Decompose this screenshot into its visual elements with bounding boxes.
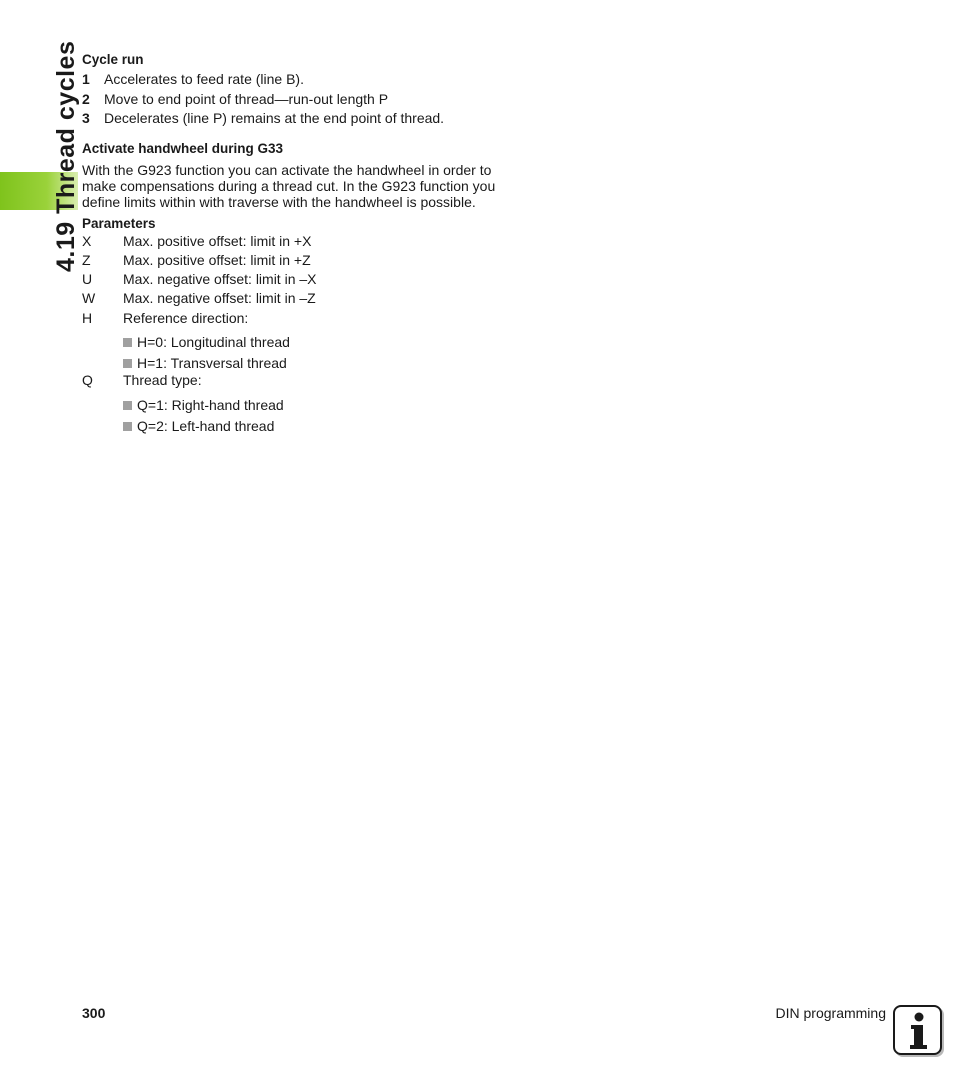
step-item — [82, 109, 522, 129]
parameter-key: H — [82, 309, 93, 326]
step-number: 1 — [82, 71, 90, 87]
cycle-run-heading: Cycle run — [82, 52, 144, 67]
cycle-run-steps — [82, 70, 522, 129]
step-item — [82, 70, 522, 90]
h-options — [82, 332, 522, 374]
paragraph-line: make compensations during a thread cut. In the G923 function you — [82, 177, 496, 194]
step-item — [82, 90, 522, 110]
parameter-key: W — [82, 289, 96, 306]
parameter-text: Max. positive offset: limit in +Z — [123, 251, 311, 268]
bullet-square-icon — [123, 422, 132, 431]
parameter-row — [82, 270, 522, 289]
parameter-text: Reference direction: — [123, 309, 249, 326]
info-icon — [893, 1005, 942, 1055]
parameter-row — [82, 309, 522, 328]
page-number: 300 — [82, 1005, 106, 1021]
step-text: Accelerates to feed rate (line B). — [104, 71, 304, 87]
option-text: H=1: Transversal thread — [137, 354, 287, 371]
step-number: 3 — [82, 110, 90, 126]
parameter-key: X — [82, 232, 92, 249]
option-item — [123, 332, 522, 353]
paragraph-line: With the G923 function you can activate the handwheel in order to — [82, 161, 492, 178]
paragraph-line: define limits within with traverse with the handwheel is possible. — [82, 193, 476, 210]
step-text: Move to end point of thread—run-out length P — [104, 90, 389, 107]
q-options — [82, 395, 522, 437]
step-text: Decelerates (line P) remains at the end point of thread. — [104, 110, 445, 126]
parameter-row — [82, 289, 522, 308]
parameter-row — [82, 251, 522, 270]
parameters-heading: Parameters — [82, 215, 156, 231]
parameter-text: Max. positive offset: limit in +X — [123, 232, 312, 249]
parameter-key: U — [82, 270, 93, 287]
option-item — [123, 395, 522, 416]
bullet-square-icon — [123, 401, 132, 410]
option-item — [123, 416, 522, 437]
chapter-title: 4.19 Thread cycles — [52, 40, 80, 272]
footer-section-title: DIN programming — [775, 1005, 886, 1021]
handwheel-paragraph — [82, 162, 522, 210]
step-number: 2 — [82, 90, 90, 107]
handwheel-heading: Activate handwheel during G33 — [82, 140, 284, 156]
option-text: Q=2: Left-hand thread — [137, 417, 275, 434]
main-content — [82, 52, 522, 437]
parameter-row — [82, 232, 522, 251]
parameter-key: Z — [82, 251, 91, 268]
parameters-list — [82, 232, 522, 437]
parameter-text: Max. negative offset: limit in –X — [123, 270, 317, 287]
bullet-square-icon — [123, 359, 132, 368]
parameter-row — [82, 371, 522, 390]
option-text: Q=1: Right-hand thread — [137, 396, 284, 413]
option-text: H=0: Longitudinal thread — [137, 333, 290, 350]
parameter-key: Q — [82, 371, 93, 388]
parameter-text: Thread type: — [123, 371, 202, 388]
parameter-text: Max. negative offset: limit in –Z — [123, 289, 316, 306]
bullet-square-icon — [123, 338, 132, 347]
